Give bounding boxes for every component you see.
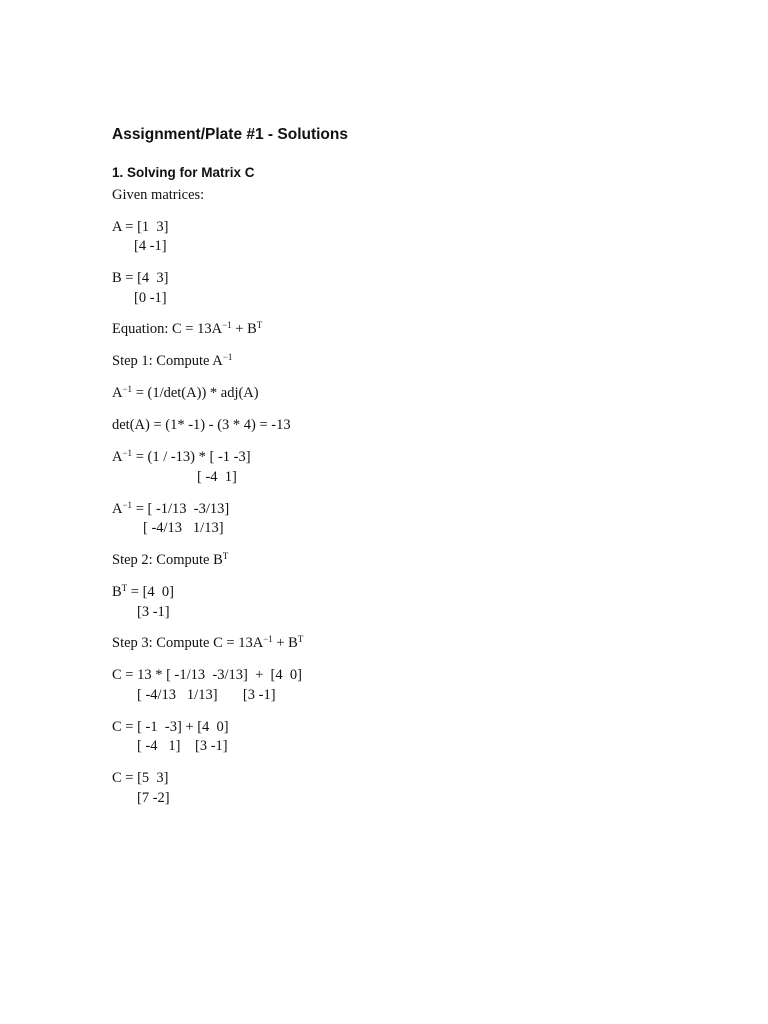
- step2-text: Step 2: Compute B: [112, 552, 223, 568]
- equation-sup-inverse: −1: [222, 320, 232, 330]
- inverse-formula-a: A: [112, 385, 123, 401]
- inverse-result-a: A: [112, 501, 123, 517]
- equation-text-mid: + B: [231, 321, 257, 337]
- inverse-step-row1: [112, 448, 251, 466]
- step2-sup: T: [222, 551, 229, 561]
- matrix-b-row1: B = [4 3]: [112, 270, 169, 286]
- step1-sup: −1: [222, 352, 233, 362]
- determinant-line: det(A) = (1* -1) - (3 * 4) = -13: [112, 417, 291, 433]
- step3-label: [112, 634, 303, 652]
- inverse-formula-sup: −1: [122, 384, 133, 394]
- document-title: Assignment/Plate #1 - Solutions: [112, 126, 348, 143]
- step1-text: Step 1: Compute A: [112, 353, 223, 369]
- calc2-row1: C = [ -1 -3] + [4 0]: [112, 719, 229, 735]
- inverse-step-sup: −1: [122, 448, 133, 458]
- given-label: Given matrices:: [112, 187, 205, 203]
- final-row1: C = [5 3]: [112, 770, 169, 786]
- section-heading: 1. Solving for Matrix C: [112, 165, 255, 180]
- step3-sup-inverse: −1: [263, 634, 273, 644]
- calc2-row2: [ -4 1] [3 -1]: [137, 738, 228, 754]
- transpose-result-row1: [112, 583, 174, 601]
- step3-text-mid: + B: [272, 635, 298, 651]
- transpose-result-b: B: [112, 584, 122, 600]
- final-row2: [7 -2]: [137, 790, 170, 806]
- calc1-row1: C = 13 * [ -1/13 -3/13] + [4 0]: [112, 667, 302, 683]
- inverse-formula-rest: = (1/det(A)) * adj(A): [132, 385, 259, 401]
- inverse-step-a: A: [112, 449, 123, 465]
- equation-sup-transpose: T: [256, 320, 263, 330]
- transpose-result-row2: [3 -1]: [137, 604, 170, 620]
- inverse-formula: [112, 384, 259, 402]
- step2-label: [112, 551, 228, 569]
- inverse-step-rest: = (1 / -13) * [ -1 -3]: [132, 449, 251, 465]
- inverse-result-rest: = [ -1/13 -3/13]: [132, 501, 230, 517]
- step3-text: Step 3: Compute C = 13A: [112, 635, 264, 651]
- matrix-b-row2: [0 -1]: [134, 290, 167, 306]
- transpose-result-rest: = [4 0]: [127, 584, 175, 600]
- matrix-a-row2: [4 -1]: [134, 238, 167, 254]
- transpose-result-sup: T: [121, 583, 128, 593]
- inverse-result-sup: −1: [122, 500, 133, 510]
- step3-sup-transpose: T: [297, 634, 304, 644]
- inverse-step-row2: [ -4 1]: [197, 469, 237, 485]
- inverse-result-row2: [ -4/13 1/13]: [143, 520, 224, 536]
- inverse-result-row1: [112, 500, 229, 518]
- equation-text: Equation: C = 13A: [112, 321, 223, 337]
- calc1-row2: [ -4/13 1/13] [3 -1]: [137, 687, 276, 703]
- matrix-a-row1: A = [1 3]: [112, 219, 169, 235]
- equation-line: [112, 320, 262, 338]
- step1-label: [112, 352, 232, 370]
